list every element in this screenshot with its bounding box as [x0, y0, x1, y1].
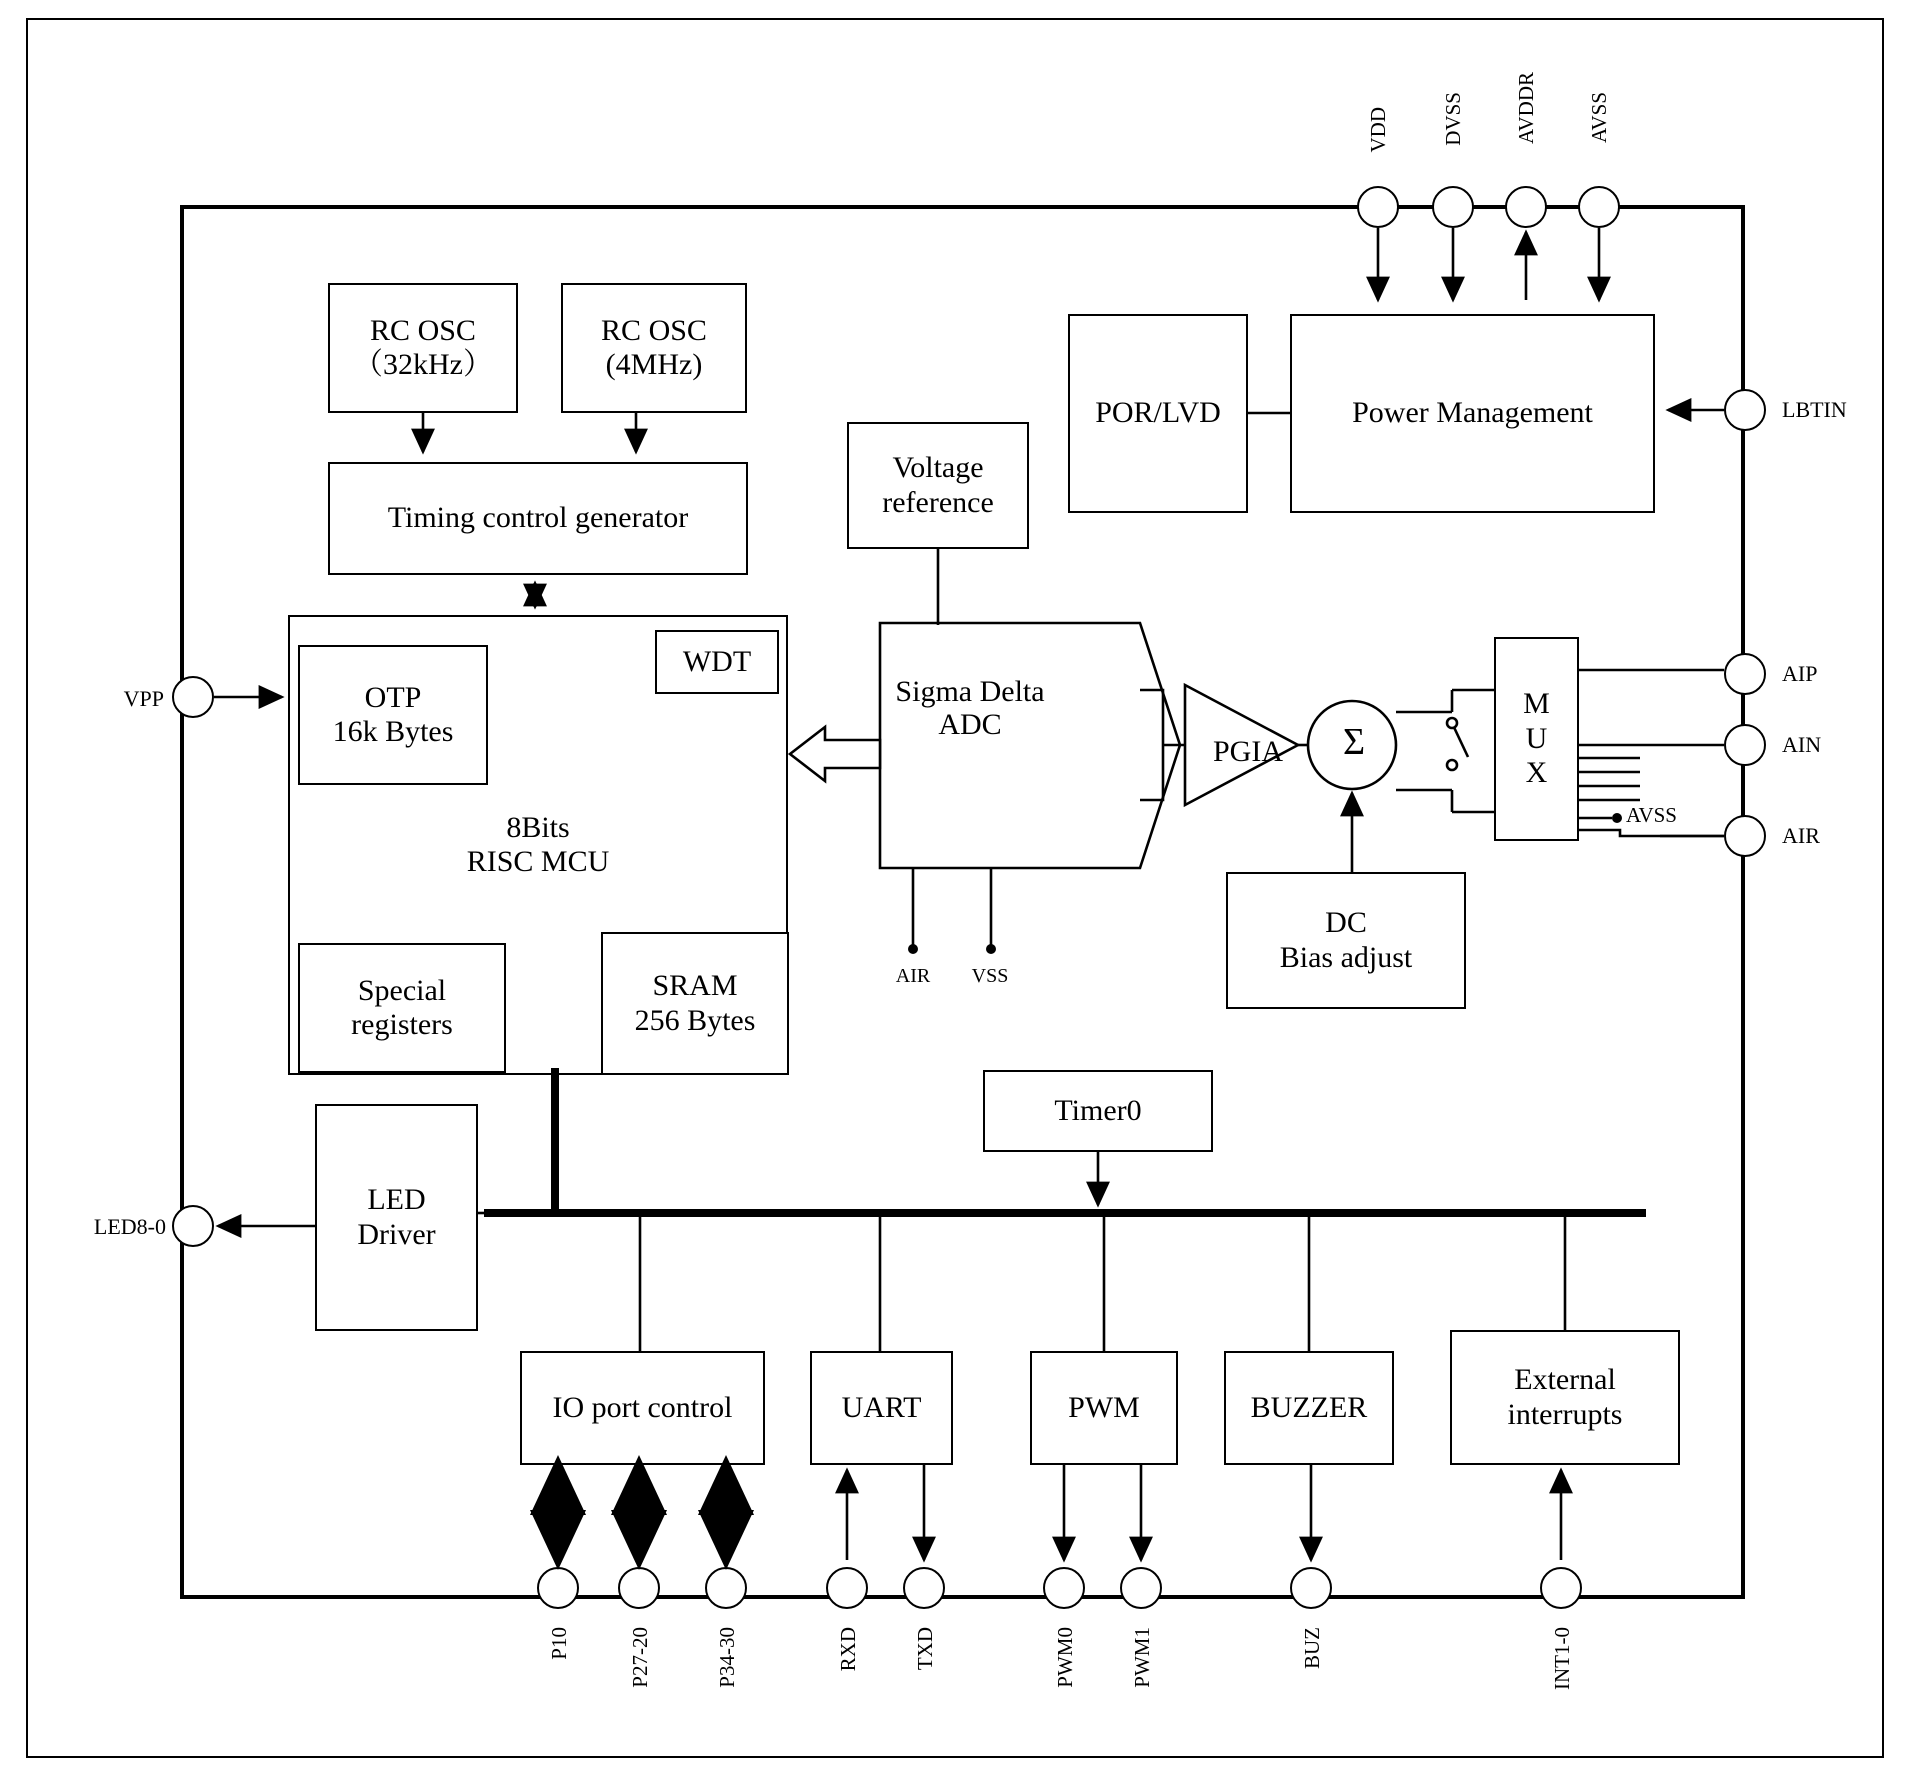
- ioport-label: IO port control: [552, 1390, 733, 1424]
- buzzer-label: BUZZER: [1250, 1390, 1368, 1424]
- pin-dvss[interactable]: [1432, 186, 1474, 228]
- block-timer0: [983, 1070, 1213, 1152]
- special-line2: registers: [351, 1008, 453, 1041]
- pin-ain[interactable]: [1724, 724, 1766, 766]
- mcu-line1: 8Bits: [506, 810, 570, 844]
- pin-label-lbtin: LBTIN: [1782, 397, 1847, 422]
- pin-p34-30[interactable]: [705, 1567, 747, 1609]
- block-dc-bias-adjust: [1226, 872, 1466, 1009]
- otp-line2: 16k Bytes: [332, 715, 454, 748]
- pin-label-pwm0: PWM0: [1053, 1627, 1077, 1688]
- rc4-line2: (4MHz): [605, 348, 703, 381]
- uart-label: UART: [841, 1390, 922, 1424]
- node-dot-avss-mux: [1612, 813, 1622, 823]
- led-line2: Driver: [357, 1217, 436, 1251]
- pin-buz[interactable]: [1290, 1567, 1332, 1609]
- pin-label-led8-0: LED8-0: [93, 1214, 166, 1239]
- mux-line1: M: [1523, 687, 1550, 721]
- block-timing-control-generator: [328, 462, 748, 575]
- pin-vpp[interactable]: [172, 676, 214, 718]
- pin-led8-0[interactable]: [172, 1205, 214, 1247]
- adc-line1: Sigma: [895, 675, 973, 708]
- pin-label-vdd: VDD: [1366, 107, 1390, 153]
- pin-label-aip: AIP: [1782, 661, 1818, 686]
- block-wdt: [655, 630, 779, 694]
- porlvd-label: POR/LVD: [1095, 396, 1221, 430]
- block-uart: [810, 1351, 953, 1465]
- mux-line2: U: [1525, 721, 1548, 755]
- node-label-air-adc: AIR: [895, 965, 931, 987]
- node-label-avss-mux: AVSS: [1626, 803, 1677, 827]
- power-label: Power Management: [1352, 396, 1593, 430]
- sram-line2: 256 Bytes: [634, 1003, 756, 1037]
- pin-label-buz: BUZ: [1300, 1627, 1324, 1669]
- pin-label-ain: AIN: [1782, 732, 1822, 757]
- pin-label-avss-top: AVSS: [1587, 92, 1611, 143]
- block-rc-osc-32khz: [328, 283, 518, 413]
- block-pgia-label: [1198, 735, 1298, 768]
- peripheral-bus: [484, 1209, 1646, 1217]
- block-summer-label: [1322, 722, 1386, 764]
- block-power-management: [1290, 314, 1655, 513]
- sum-label-text: Σ: [1342, 721, 1366, 763]
- block-io-port-control: [520, 1351, 765, 1465]
- pin-avss-top[interactable]: [1578, 186, 1620, 228]
- block-external-interrupts: [1450, 1330, 1680, 1465]
- block-sigma-delta-adc-label: [890, 675, 1050, 741]
- mux-line3: X: [1525, 756, 1548, 790]
- block-special-registers: [298, 943, 506, 1073]
- timing-label: Timing control generator: [387, 501, 689, 535]
- dcbias-line2: Bias adjust: [1279, 940, 1413, 974]
- vref-line1: Voltage: [892, 451, 984, 484]
- rc32-line1: RC OSC: [370, 313, 476, 347]
- pin-pwm0[interactable]: [1043, 1567, 1085, 1609]
- block-mux: [1494, 637, 1579, 841]
- timer0-label: Timer0: [1054, 1093, 1142, 1127]
- node-dot-vss-adc: [986, 944, 996, 954]
- pin-label-p34-30: P34-30: [715, 1627, 739, 1688]
- pin-label-rxd: RXD: [836, 1627, 860, 1672]
- pgia-label-text: PGIA: [1212, 735, 1283, 768]
- pin-air[interactable]: [1724, 815, 1766, 857]
- pin-int1-0[interactable]: [1540, 1567, 1582, 1609]
- pin-aip[interactable]: [1724, 653, 1766, 695]
- extint-line1: External: [1514, 1363, 1616, 1396]
- pin-label-pwm1: PWM1: [1130, 1627, 1154, 1688]
- pin-label-dvss: DVSS: [1441, 92, 1465, 146]
- pin-label-txd: TXD: [913, 1627, 937, 1671]
- dcbias-line1: DC: [1325, 906, 1367, 939]
- node-dot-air-adc: [908, 944, 918, 954]
- pin-label-p27-20: P27-20: [628, 1627, 652, 1688]
- pin-label-air: AIR: [1782, 823, 1820, 848]
- block-pwm: [1030, 1351, 1178, 1465]
- pin-label-int1-0: INT1-0: [1550, 1627, 1574, 1690]
- pin-p10[interactable]: [537, 1567, 579, 1609]
- block-por-lvd: [1068, 314, 1248, 513]
- block-led-driver: [315, 1104, 478, 1331]
- pin-vdd[interactable]: [1357, 186, 1399, 228]
- pin-label-avddr: AVDDR: [1514, 72, 1538, 144]
- pin-txd[interactable]: [903, 1567, 945, 1609]
- extint-line2: interrupts: [1507, 1397, 1623, 1431]
- pin-lbtin[interactable]: [1724, 389, 1766, 431]
- vref-line2: reference: [882, 485, 994, 519]
- adc-line3: ADC: [938, 708, 1002, 741]
- rc4-line1: RC OSC: [601, 313, 707, 347]
- pin-pwm1[interactable]: [1120, 1567, 1162, 1609]
- otp-line1: OTP: [364, 680, 422, 714]
- block-sram: [601, 932, 789, 1075]
- wdt-label: WDT: [682, 644, 752, 678]
- pin-p27-20[interactable]: [618, 1567, 660, 1609]
- pin-label-vpp: VPP: [123, 686, 164, 711]
- block-buzzer: [1224, 1351, 1394, 1465]
- adc-line2: Delta: [979, 675, 1045, 708]
- block-rc-osc-4mhz: [561, 283, 747, 413]
- special-line1: Special: [357, 973, 447, 1007]
- pin-rxd[interactable]: [826, 1567, 868, 1609]
- node-label-vss-adc: VSS: [971, 965, 1009, 987]
- block-voltage-reference: [847, 422, 1029, 549]
- pin-label-p10: P10: [547, 1627, 571, 1660]
- pin-avddr[interactable]: [1505, 186, 1547, 228]
- pwm-label: PWM: [1068, 1390, 1140, 1424]
- led-line1: LED: [367, 1183, 426, 1216]
- block-otp: [298, 645, 488, 785]
- rc32-line2: （32kHz）: [353, 348, 493, 381]
- sram-line1: SRAM: [652, 969, 738, 1002]
- mcu-to-bus-link: [551, 1068, 559, 1215]
- mcu-line2: RISC MCU: [466, 845, 610, 878]
